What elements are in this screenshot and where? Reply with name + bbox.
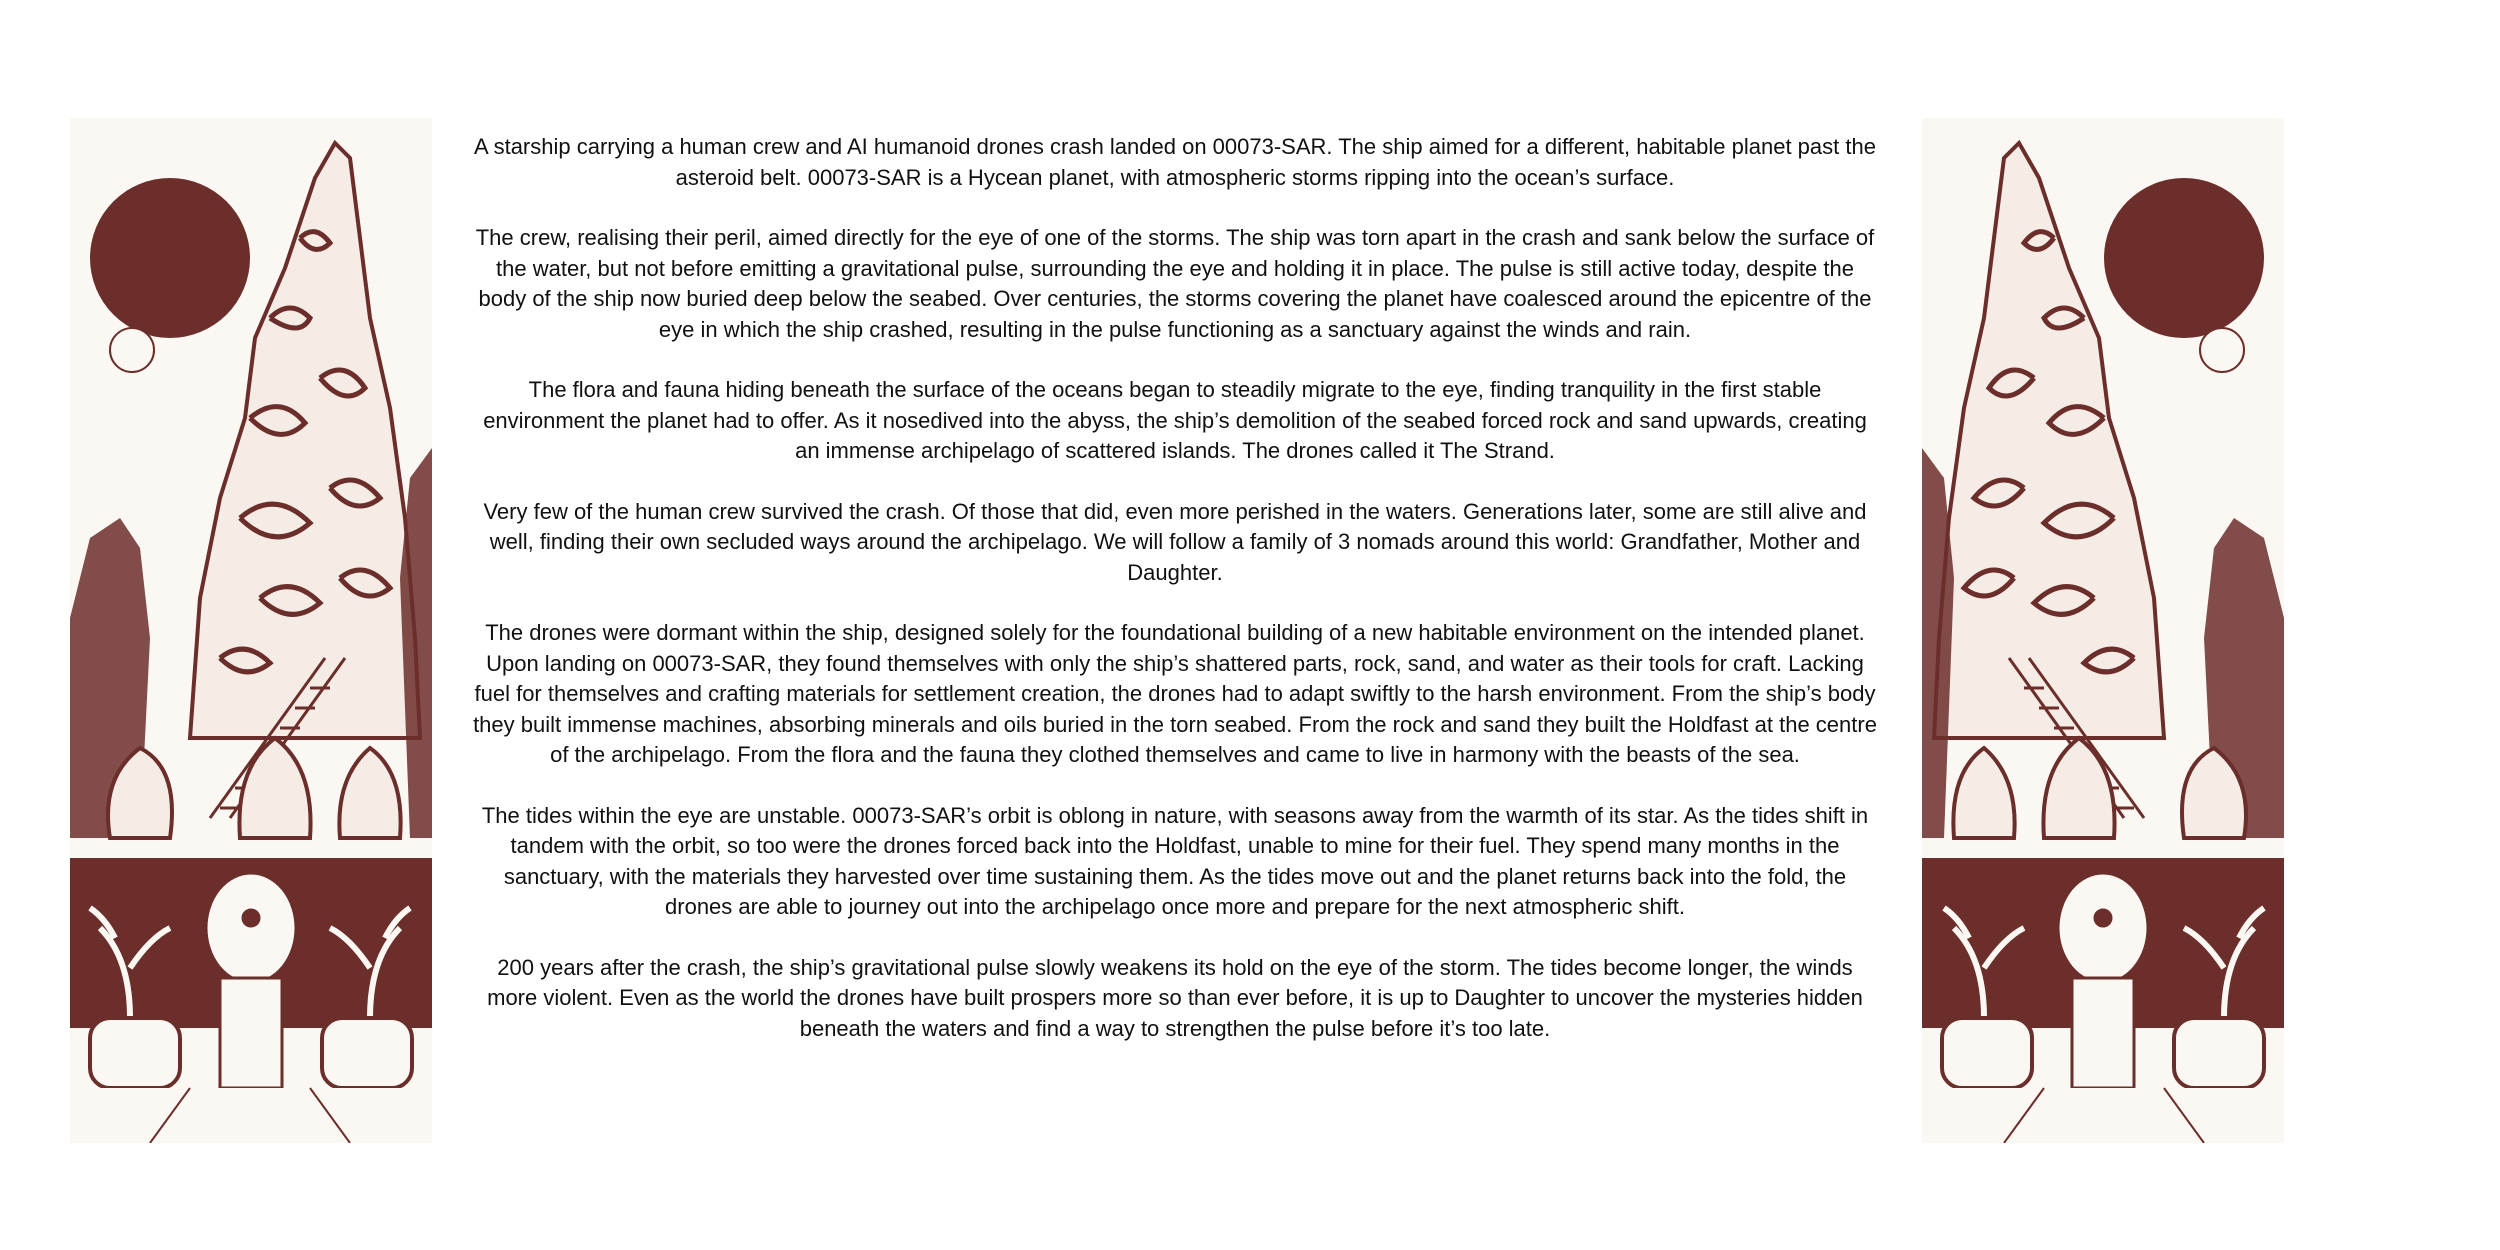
dark-sun xyxy=(2104,178,2264,338)
story-paragraph: The crew, realising their peril, aimed directly for the eye of one of the storms. The ship was torn apart in the crash and sank below the surface of the water, but not before emitting a gravitational pulse, surrounding the eye and holding it in place. The pulse is still active today, despite the body of the ship now buried deep below the seabed. Over centuries, the storms covering the planet have coalesced around the epicentre of the eye in which the ship crashed, resulting in the pulse functioning as a sanctuary against the winds and rain. xyxy=(475,225,1875,342)
story-text xyxy=(470,132,1880,1074)
drone-figure xyxy=(206,873,296,1088)
ground xyxy=(1922,1088,2284,1143)
illustration-right xyxy=(1922,118,2284,1143)
small-moon xyxy=(110,328,154,372)
stone-figures xyxy=(108,738,401,838)
story-paragraph: The tides within the eye are unstable. 00073-SAR’s orbit is oblong in nature, with seasons away from the warmth of its star. As the tides shift in tandem with the orbit, so too were the drones forced back into the Holdfast, unable to mine for their fuel. They spend many months in the sanctuary, with the materials they harvested over time sustaining them. As the tides move out and the planet returns back into the fold, the drones are able to journey out into the archipelago once more and prepare for the next atmospheric shift. xyxy=(481,802,1869,919)
stone-figures xyxy=(1953,738,2246,838)
story-paragraph: The flora and fauna hiding beneath the surface of the oceans began to steadily migrate to the eye, finding tranquility in the first stable environment the planet had to offer. As it nosedived into the abyss, the ship’s demolition of the seabed forced rock and sand upwards, creating an immense archipelago of scattered islands. The drones called it The Strand. xyxy=(483,377,1867,463)
dark-sun xyxy=(90,178,250,338)
drone-figure xyxy=(2058,873,2148,1088)
story-paragraph: 200 years after the crash, the ship’s gravitational pulse slowly weakens its hold on the eye of the storm. The tides become longer, the winds more violent. Even as the world the drones have built prospers more so than ever before, it is up to Daughter to uncover the mysteries hidden beneath the waters and find a way to strengthen the pulse before it’s too late. xyxy=(487,954,1863,1041)
rock-spire-illustration xyxy=(70,118,432,1143)
rock-spire-illustration-mirrored xyxy=(1922,118,2284,1143)
ground xyxy=(70,1088,432,1143)
small-moon xyxy=(2200,328,2244,372)
illustration-left xyxy=(70,118,432,1143)
story-paragraph: A starship carrying a human crew and AI humanoid drones crash landed on 00073-SAR. The ship aimed for a different, habitable planet past the asteroid belt. 00073-SAR is a Hycean planet, with atmospheric storms ripping into the ocean’s surface. xyxy=(474,134,1876,190)
story-paragraph: The drones were dormant within the ship, designed solely for the foundational building of a new habitable environment on the intended planet. Upon landing on 00073-SAR, they found themselves with only the ship’s shattered parts, rock, sand, and water as their tools for craft. Lacking fuel for themselves and crafting materials for settlement creation, the drones had to adapt swiftly to the harsh environment. From the ship’s body they built immense machines, absorbing minerals and oils buried in the torn seabed. From the rock and sand they built the Holdfast at the centre of the archipelago. From the flora and the fauna they clothed themselves and came to live in harmony with the beasts of the sea. xyxy=(473,620,1877,767)
story-paragraph: Very few of the human crew survived the crash. Of those that did, even more perished in the waters. Generations later, some are still alive and well, finding their own secluded ways around the archipelago. We will follow a family of 3 nomads around this world: Grandfather, Mother and Daughter. xyxy=(483,498,1867,585)
